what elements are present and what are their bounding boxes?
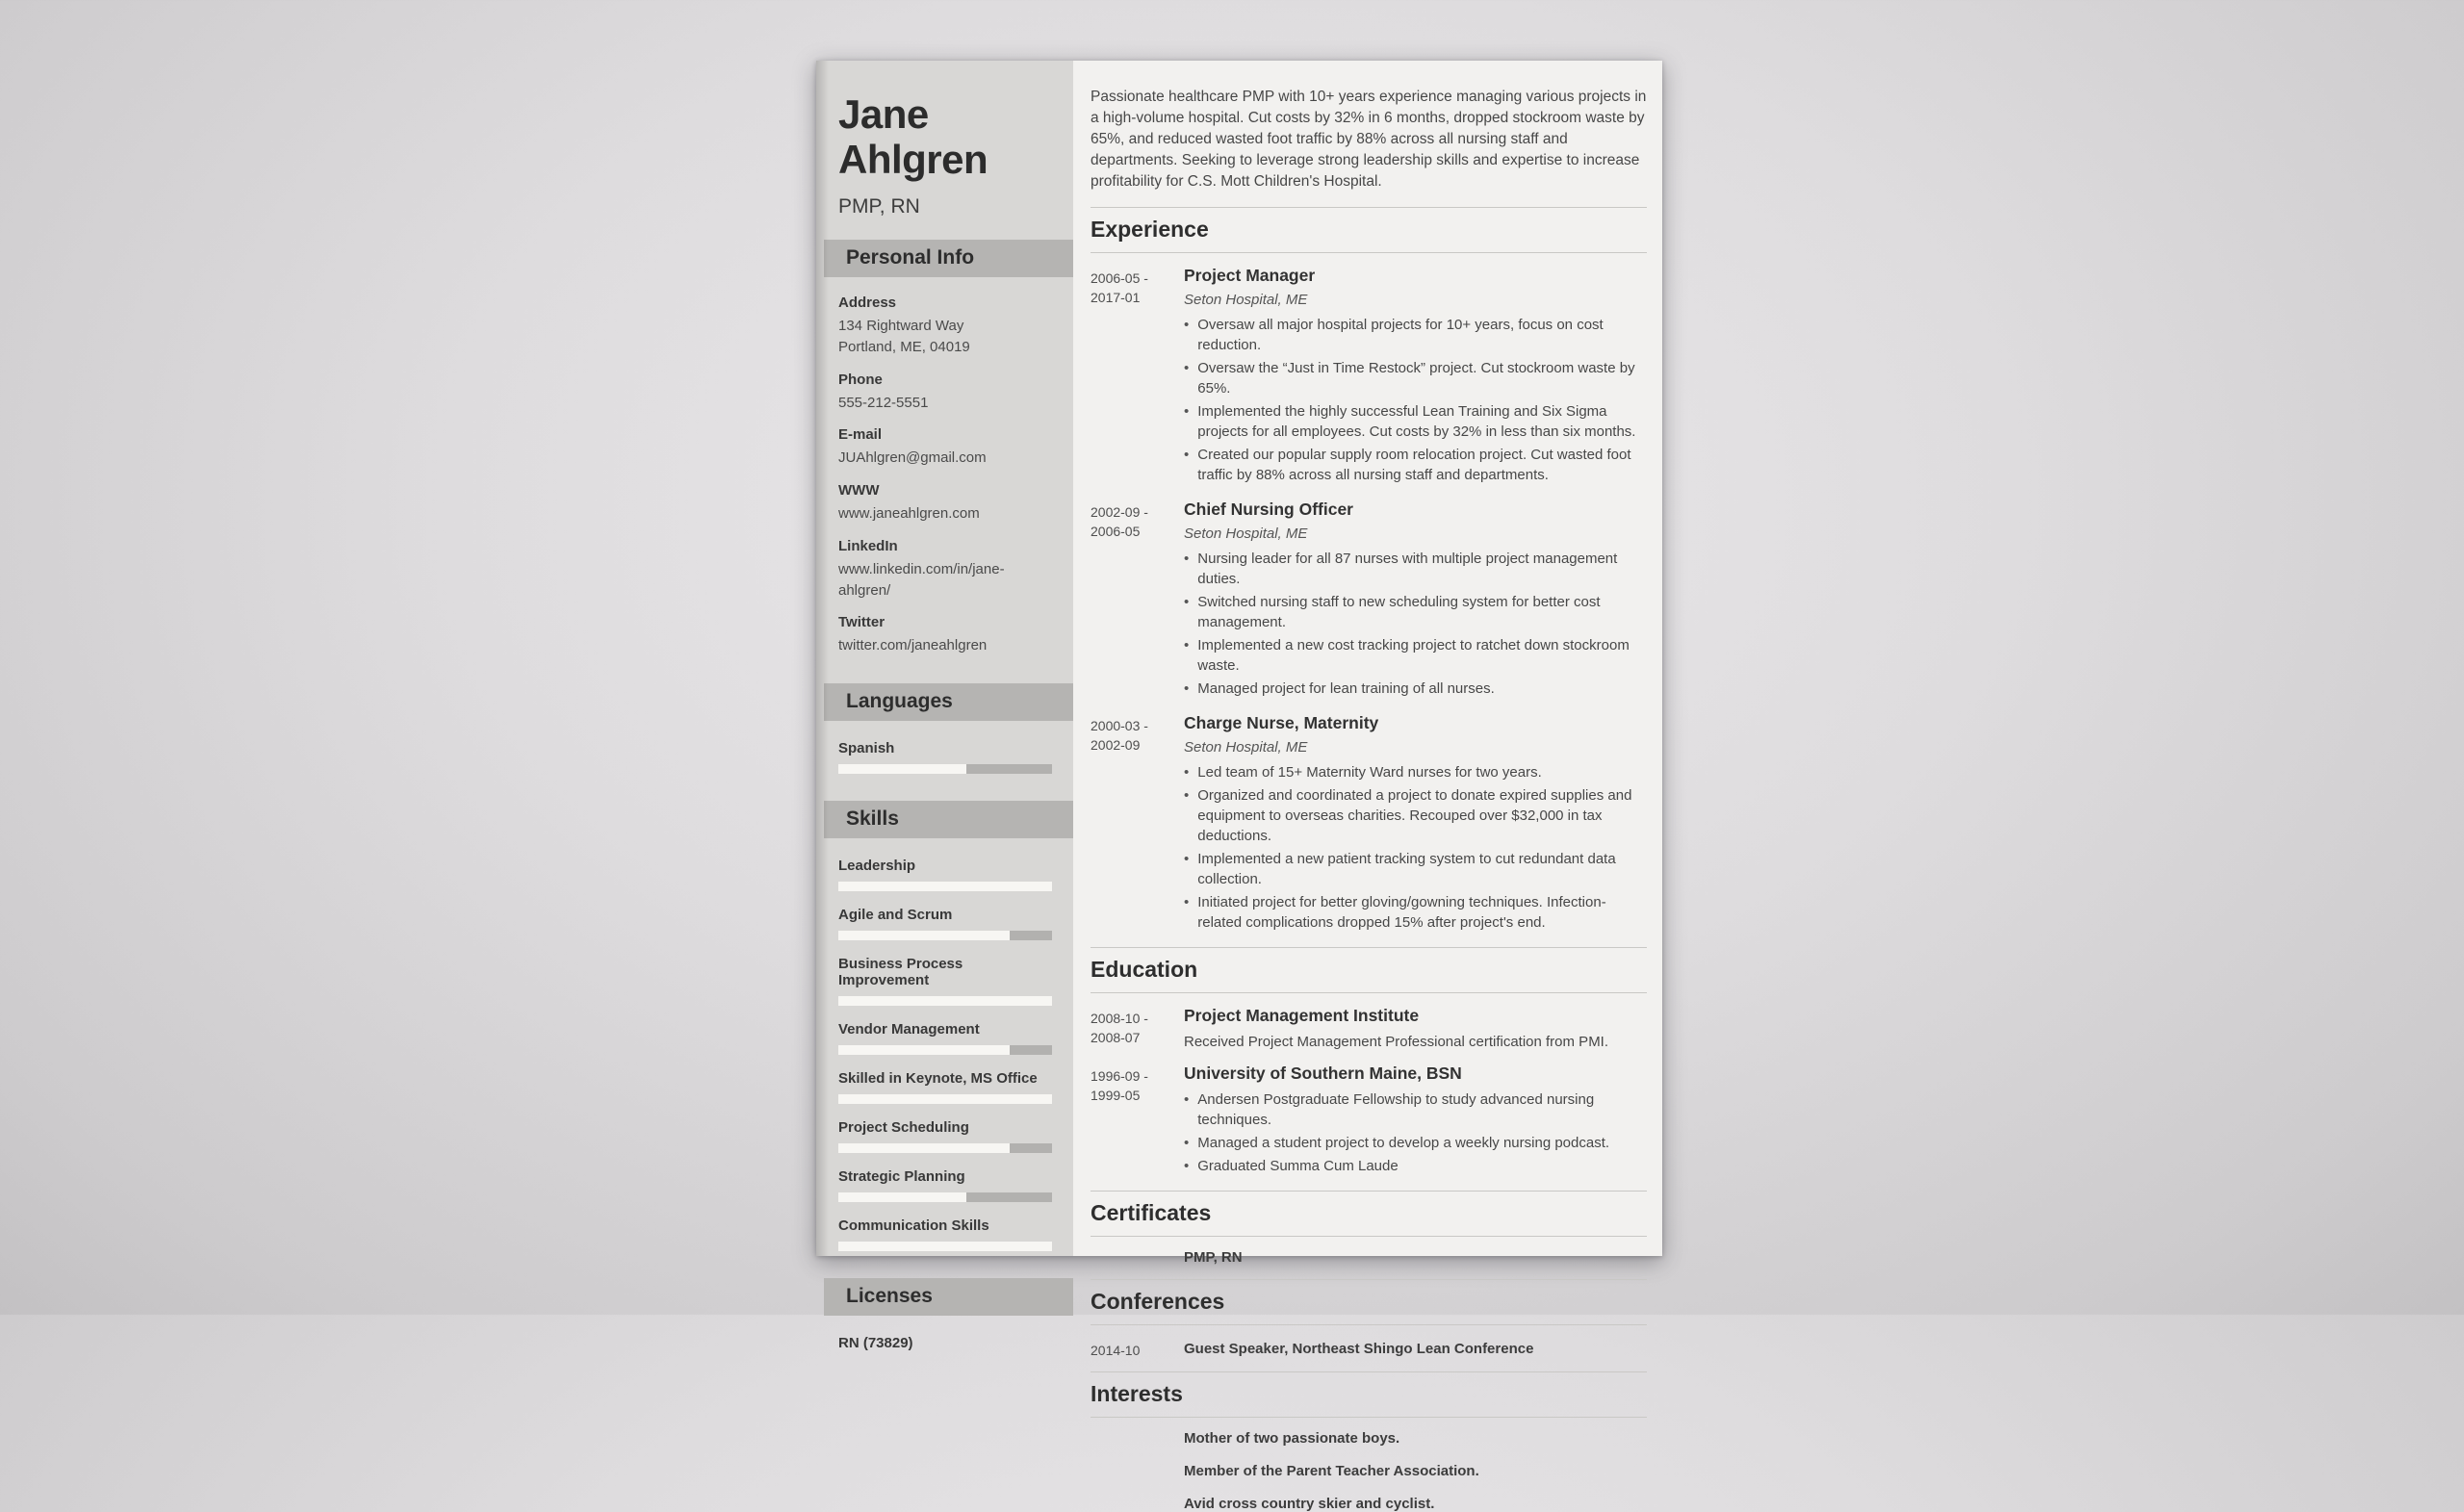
entry-dates [1091, 1338, 1184, 1360]
skill-name: Strategic Planning [838, 1168, 965, 1186]
field-label: LinkedIn [838, 537, 898, 554]
job-company: Seton Hospital, ME [1184, 292, 1308, 308]
skill-item [838, 956, 1052, 1006]
resume-sidebar [816, 61, 1073, 1352]
field-value: twitter.com/janeahlgren [838, 637, 988, 654]
bullet-item [1184, 849, 1645, 889]
skill-level-fill [838, 931, 1010, 940]
entry-body [1184, 500, 1647, 702]
skill-level-bar [838, 931, 1052, 940]
conference-title: Guest Speaker, Northeast Shingo Lean Conference [1184, 1341, 1534, 1357]
bullet-marker [1184, 1156, 1197, 1176]
entry-body [1184, 1064, 1647, 1179]
bullet-item [1184, 445, 1645, 485]
language-level-bar [838, 764, 1052, 774]
school-title: University of Southern Maine, BSN [1184, 1064, 1462, 1083]
field-value: 134 Rightward Way [838, 318, 964, 335]
bullet-marker [1184, 1133, 1197, 1153]
entry-body [1184, 266, 1647, 488]
date-to: 2002-09 [1091, 737, 1141, 753]
interest-item: Avid cross country skier and cyclist. [1184, 1496, 1435, 1512]
personal-info-item-address [838, 295, 1052, 358]
skill-item [838, 1217, 1052, 1251]
bullet-marker [1184, 315, 1197, 355]
skill-level-fill [838, 1143, 1010, 1153]
personal-info-item-www [838, 482, 1052, 525]
skills-group [816, 838, 1073, 1257]
name-block [816, 74, 1073, 218]
section-heading-conferences: Conferences [1091, 1279, 1647, 1325]
skill-name: Project Scheduling [838, 1119, 969, 1137]
date-from: 2008-10 - [1091, 1011, 1148, 1026]
skill-level-fill [838, 996, 1052, 1006]
entry-dates [1091, 1006, 1184, 1052]
license-item: RN (73829) [838, 1335, 913, 1352]
interest-item: Mother of two passionate boys. [1184, 1430, 1400, 1447]
education-entry [1091, 1006, 1647, 1052]
bullet-marker [1184, 762, 1197, 782]
bullet-text: Organized and coordinated a project to donate expired supplies and equipment to overseas charities. Recouped over $32,000 in tax deductions. [1197, 787, 1632, 844]
bullet-marker [1184, 1089, 1197, 1130]
skill-level-fill [838, 1045, 1010, 1055]
skill-name: Vendor Management [838, 1021, 980, 1038]
entry-dates [1091, 713, 1184, 935]
section-heading-education: Education [1091, 947, 1647, 993]
date-from: 2006-05 - [1091, 270, 1148, 286]
personal-info-item-twitter [838, 614, 1052, 656]
section-heading-certificates: Certificates [1091, 1191, 1647, 1237]
experience-entry [1091, 266, 1647, 488]
person-title: PMP, RN [838, 195, 920, 218]
bullet-text: Oversaw the “Just in Time Restock” project. Cut stockroom waste by 65%. [1197, 360, 1635, 397]
skill-level-fill [838, 1094, 1052, 1104]
conference-entry [1091, 1338, 1647, 1360]
bullet-text: Nursing leader for all 87 nurses with multiple project management duties. [1197, 551, 1618, 587]
field-label: Twitter [838, 614, 886, 631]
bullet-text: Implemented the highly successful Lean Training and Six Sigma projects for all employees. Cut costs by 32% in less than six months. [1197, 403, 1636, 440]
languages-group [816, 721, 1073, 780]
entry-body [1184, 1006, 1647, 1052]
bullet-text: Managed project for lean training of all nurses. [1197, 680, 1495, 697]
skill-level-fill [838, 882, 1052, 891]
bullet-text: Oversaw all major hospital projects for 10+ years, focus on cost reduction. [1197, 317, 1604, 353]
skill-name: Business Process Improvement [838, 956, 963, 989]
bullet-marker [1184, 549, 1197, 589]
bullet-text: Andersen Postgraduate Fellowship to study advanced nursing techniques. [1197, 1091, 1595, 1128]
skill-level-bar [838, 1192, 1052, 1202]
skill-name: Skilled in Keynote, MS Office [838, 1070, 1038, 1088]
bullet-item [1184, 401, 1645, 442]
field-label: WWW [838, 482, 880, 500]
field-value: Portland, ME, 04019 [838, 338, 970, 355]
bullet-text: Switched nursing staff to new scheduling system for better cost management. [1197, 594, 1601, 630]
bullet-item [1184, 892, 1645, 933]
bullet-item [1184, 762, 1645, 782]
field-label: Phone [838, 371, 883, 388]
section-heading-experience: Experience [1091, 207, 1647, 253]
entry-dates [1091, 266, 1184, 488]
bullet-item [1184, 1133, 1645, 1153]
bullet-item [1184, 358, 1645, 398]
bullet-marker [1184, 892, 1197, 933]
bullet-marker [1184, 445, 1197, 485]
professional-summary: Passionate healthcare PMP with 10+ years experience managing various projects in a high-volume hospital. Cut costs by 32% in 6 months, dropped stockroom waste by 65%, and reduced wasted foot traffic by 88% across all nursing staff and departments. Seeking to leverage strong leadership skills and expertise to increase profitability for C.S. Mott Children's Hospital. [1091, 89, 1647, 190]
entry-dates [1091, 500, 1184, 702]
skill-name: Agile and Scrum [838, 907, 953, 924]
entry-body [1184, 1338, 1647, 1360]
bullet-item [1184, 1156, 1645, 1176]
language-name: Spanish [838, 740, 895, 757]
field-value: www.linkedin.com/in/jane-ahlgren/ [838, 560, 1005, 599]
bullet-text: Initiated project for better gloving/gowning techniques. Infection-related complications dropped 15% after project's end. [1197, 894, 1606, 931]
bullet-item [1184, 592, 1645, 632]
experience-entry [1091, 500, 1647, 702]
bullet-text: Led team of 15+ Maternity Ward nurses for two years. [1197, 764, 1542, 781]
date-to: 1999-05 [1091, 1088, 1141, 1103]
personal-info-item-phone [838, 372, 1052, 414]
licenses-group [816, 1316, 1073, 1357]
bullet-marker [1184, 358, 1197, 398]
job-company: Seton Hospital, ME [1184, 739, 1308, 756]
date-from: 2000-03 - [1091, 718, 1148, 733]
skill-level-fill [838, 1242, 1052, 1251]
certificate-item: PMP, RN [1184, 1249, 1243, 1266]
skill-level-fill [838, 1192, 966, 1202]
job-title: Chief Nursing Officer [1184, 500, 1353, 519]
date-to: 2008-07 [1091, 1030, 1141, 1045]
section-heading-licenses: Licenses [824, 1278, 1073, 1316]
date-from: 2002-09 - [1091, 504, 1148, 520]
education-entry [1091, 1064, 1647, 1179]
personal-info-group [816, 277, 1073, 662]
bullet-item [1184, 1089, 1645, 1130]
skill-level-bar [838, 882, 1052, 891]
resume-document [816, 61, 1662, 1512]
personal-info-item-email [838, 426, 1052, 469]
bullet-item [1184, 315, 1645, 355]
field-value: 555-212-5551 [838, 394, 929, 411]
skill-name: Leadership [838, 858, 916, 875]
school-title: Project Management Institute [1184, 1006, 1420, 1025]
interest-item: Member of the Parent Teacher Association. [1184, 1463, 1479, 1479]
skill-level-bar [838, 1094, 1052, 1104]
skill-item [838, 1119, 1052, 1153]
entry-body [1184, 713, 1647, 935]
personal-info-item-linkedin [838, 538, 1052, 602]
bullet-text: Managed a student project to develop a weekly nursing podcast. [1197, 1135, 1610, 1151]
education-description: Received Project Management Professional certification from PMI. [1184, 1034, 1609, 1050]
bullet-marker [1184, 785, 1197, 846]
job-company: Seton Hospital, ME [1184, 525, 1308, 542]
language-item [838, 740, 1052, 774]
skill-item [838, 1070, 1052, 1104]
job-title: Charge Nurse, Maternity [1184, 713, 1379, 732]
conference-date: 2014-10 [1091, 1343, 1141, 1358]
skill-item [838, 1021, 1052, 1055]
experience-entry [1091, 713, 1647, 935]
skill-name: Communication Skills [838, 1217, 989, 1235]
person-name: Jane Ahlgren [838, 91, 988, 183]
date-to: 2017-01 [1091, 290, 1141, 305]
section-heading-personal-info: Personal Info [824, 240, 1073, 277]
skill-level-bar [838, 1143, 1052, 1153]
skill-level-bar [838, 996, 1052, 1006]
bullet-item [1184, 635, 1645, 676]
bullet-text: Created our popular supply room relocation project. Cut wasted foot traffic by 88% across all nursing staff and departments. [1197, 447, 1631, 483]
entry-dates [1091, 1064, 1184, 1179]
date-to: 2006-05 [1091, 524, 1141, 539]
section-heading-languages: Languages [824, 683, 1073, 721]
date-from: 1996-09 - [1091, 1068, 1148, 1084]
skill-item [838, 1168, 1052, 1202]
section-heading-interests: Interests [1091, 1371, 1647, 1418]
bullet-item [1184, 785, 1645, 846]
skill-item [838, 907, 1052, 940]
bullet-marker [1184, 635, 1197, 676]
bullet-text: Graduated Summa Cum Laude [1197, 1158, 1399, 1174]
field-value: JUAhlgren@gmail.com [838, 449, 987, 467]
bullet-text: Implemented a new cost tracking project to ratchet down stockroom waste. [1197, 637, 1630, 674]
bullet-marker [1184, 849, 1197, 889]
field-label: Address [838, 295, 897, 312]
bullet-marker [1184, 592, 1197, 632]
bullet-item [1184, 679, 1645, 699]
bullet-marker [1184, 401, 1197, 442]
bullet-marker [1184, 679, 1197, 699]
job-title: Project Manager [1184, 266, 1316, 285]
field-value: www.janeahlgren.com [838, 505, 980, 523]
bullet-text: Implemented a new patient tracking system to cut redundant data collection. [1197, 851, 1616, 887]
section-heading-skills: Skills [824, 801, 1073, 838]
field-label: E-mail [838, 426, 883, 444]
bullet-item [1184, 549, 1645, 589]
skill-item [838, 858, 1052, 891]
skill-level-bar [838, 1242, 1052, 1251]
skill-level-bar [838, 1045, 1052, 1055]
resume-main-column [1073, 61, 1662, 1512]
language-level-fill [838, 764, 966, 774]
